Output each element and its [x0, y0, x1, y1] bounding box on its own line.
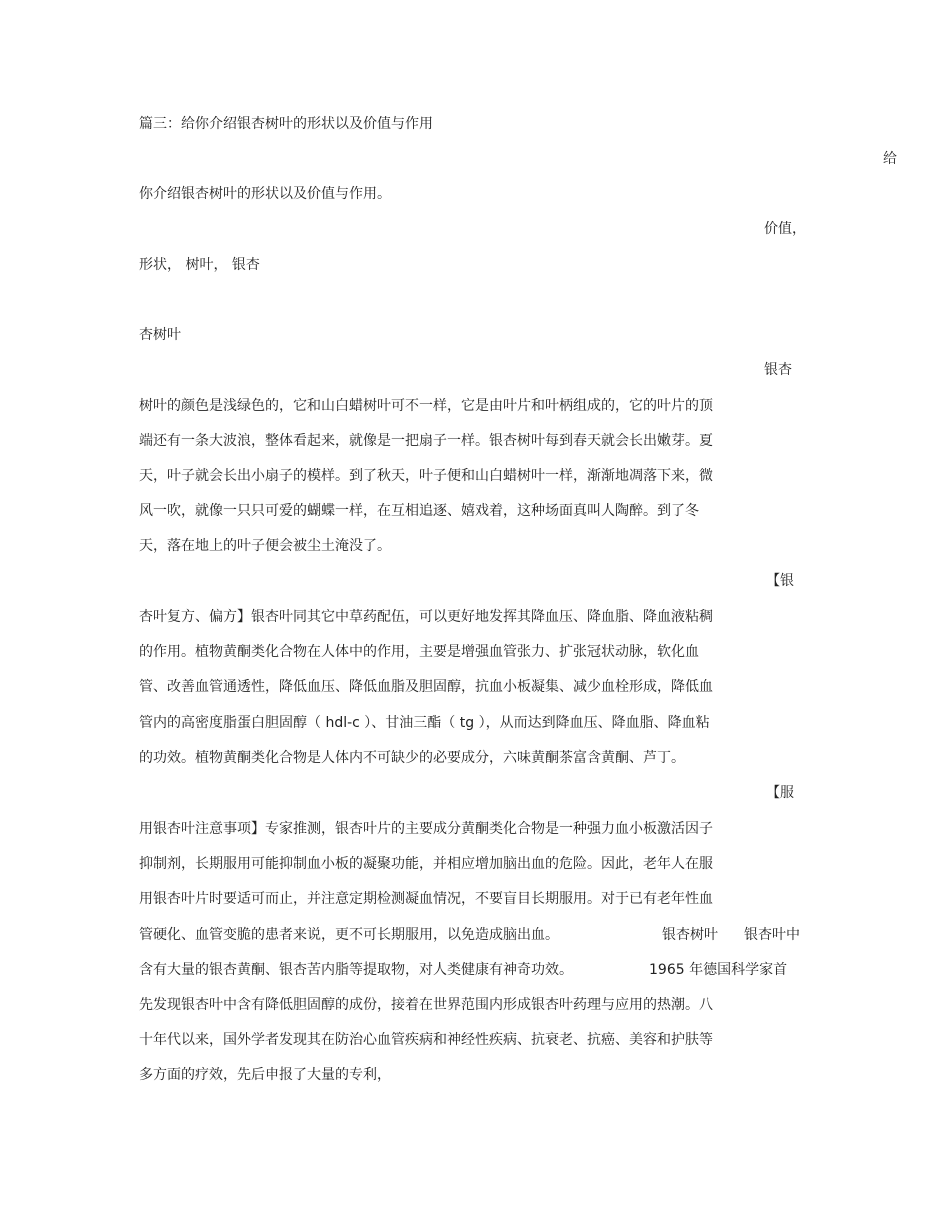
text-line: 杏树叶 — [139, 327, 181, 343]
text-line: 管内的高密度脂蛋白胆固醇（ hdl-c ）、甘油三酯（ tg ），从而达到降血压、降血脂、降血粘 — [139, 715, 710, 731]
text-line: 天，落在地上的叶子便会被尘土淹没了。 — [139, 538, 391, 554]
text-line: 端还有一条大波浪，整体看起来，就像是一把扇子一样。银杏树叶每到春天就会长出嫩芽。夏 — [139, 433, 713, 449]
text-line: 管硬化、血管变脆的患者来说，更不可长期服用，以免造成脑出血。 — [139, 927, 559, 943]
text-line: 天，叶子就会长出小扇子的模样。到了秋天，叶子便和山白蜡树叶一样，渐渐地凋落下来，微 — [139, 468, 713, 484]
text-line: 用银杏叶片时要适可而止，并注意定期检测凝血情况，不要盲目长期服用。对于已有老年性血 — [139, 891, 713, 907]
text-line: 树叶的颜色是浅绿色的，它和山白蜡树叶可不一样，它是由叶片和叶柄组成的，它的叶片的顶 — [139, 398, 713, 414]
text-line: 【银 — [766, 573, 794, 589]
text-line: 用银杏叶注意事项】专家推测，银杏叶片的主要成分黄酮类化合物是一种强力血小板激活因子 — [139, 821, 713, 837]
text-line: 抑制剂，长期服用可能抑制血小板的凝聚功能，并相应增加脑出血的危险。因此，老年人在服 — [139, 856, 713, 872]
text-line: 多方面的疗效，先后申报了大量的专利， — [139, 1067, 391, 1083]
text-line: 银杏 — [764, 362, 792, 378]
text-line: 的功效。植物黄酮类化合物是人体内不可缺少的必要成分，六味黄酮茶富含黄酮、芦丁。 — [139, 750, 685, 766]
text-line: 先发现银杏叶中含有降低胆固醇的成份，接着在世界范围内形成银杏叶药理与应用的热潮。八 — [139, 997, 713, 1013]
text-line: 的作用。植物黄酮类化合物在人体中的作用，主要是增强血管张力、扩张冠状动脉，软化血 — [139, 644, 699, 660]
text-line: 银杏叶中 — [744, 927, 800, 943]
text-line: 风一吹，就像一只只可爱的蝴蝶一样，在互相追逐、嬉戏着，这种场面真叫人陶醉。到了冬 — [139, 503, 699, 519]
text-line: 1965 年德国科学家首 — [649, 962, 788, 978]
text-line: 管、改善血管通透性，降低血压、降低血脂及胆固醇，抗血小板凝集、减少血栓形成，降低血 — [139, 679, 713, 695]
text-line: 银杏树叶 — [662, 927, 718, 943]
text-line: 十年代以来，国外学者发现其在防治心血管疾病和神经性疾病、抗衰老、抗癌、美容和护肤等 — [139, 1032, 713, 1048]
text-line: 形状， 树叶， 银杏 — [139, 257, 260, 273]
text-line: 给 — [883, 151, 897, 167]
text-line: 你介绍银杏树叶的形状以及价值与作用。 — [139, 186, 391, 202]
page-title: 篇三：给你介绍银杏树叶的形状以及价值与作用 — [139, 116, 433, 132]
text-line: 含有大量的银杏黄酮、银杏苦内脂等提取物，对人类健康有神奇功效。 — [139, 962, 573, 978]
text-line: 杏叶复方、偏方】银杏叶同其它中草药配伍，可以更好地发挥其降血压、降血脂、降血液粘稠 — [139, 609, 713, 625]
text-line: 价值， — [764, 221, 806, 237]
text-line: 【服 — [766, 785, 794, 801]
